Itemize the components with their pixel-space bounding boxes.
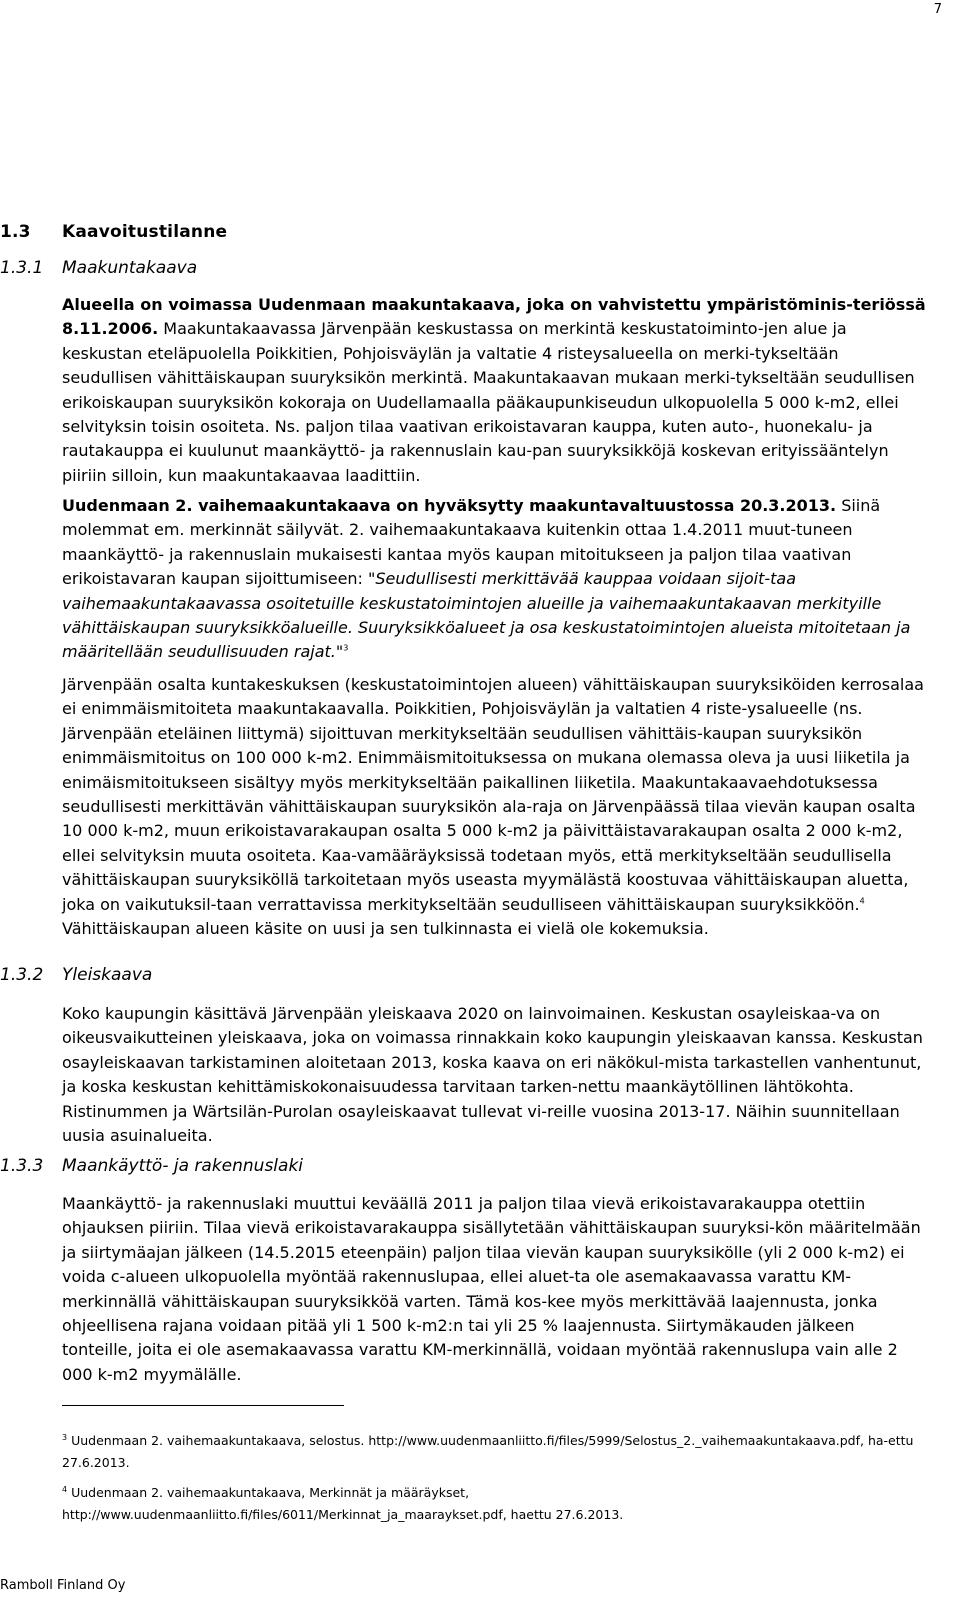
footnote-number: 3 (62, 1432, 68, 1442)
subsection-number: 1.3.2 (0, 965, 44, 985)
footnote-number: 4 (62, 1484, 68, 1494)
footnote-4 (62, 1482, 930, 1526)
footnote-text: Uudenmaan 2. vaihemaakuntakaava, Merkinnät ja määräykset, (71, 1485, 470, 1500)
paragraph-maakuntakaava-2 (62, 494, 930, 665)
page-number: 7 (933, 2, 942, 17)
subsection-heading-1-3-2 (0, 965, 152, 985)
paragraph-maakuntakaava-3 (62, 673, 930, 941)
subsection-number: 1.3.3 (0, 1156, 44, 1176)
footnote-3 (62, 1430, 930, 1474)
paragraph-text: Järvenpään osalta kuntakeskuksen (keskustatoimintojen alueen) vähittäiskaupan suuryksiköiden kerrosalaa ei enimmäismitoiteta maakuntakaavalla. Poikkitien, Pohjoisväylän ja valtatien 4 riste-ysalueelle (ns. Järvenpään eteläinen liittymä) sijoittuvan merkitykseltään seudullisen vähittäis-kaupan suuryksikön enimmäismitoitus on 100 000 k-m2. Enimmäismitoituksessa on mukana olemassa oleva ja uusi liiketila ja enimäismitoitukseen sisältyy myös merkitykseltään paikallinen liiketila. Maakuntakaavaehdotuksessa seudullisesti merkittävän vähittäiskaupan suuryksikön ala-raja on Järvenpäässä tilaa vievän kaupan osalta 10 000 k-m2, muun erikoistavarakaupan osalta 5 000 k-m2 ja päivittäistavarakaupan osalta 2 000 k-m2, ellei selvityksin muuta osoiteta. Kaa-vamääräyksissä todetaan myös, että merkitykseltään seudullisella vähittäiskaupan suuryksiköllä tarkoitetaan myös useasta myymälästä koostuvaa vähittäiskaupan aluetta, joka on vaikutuksil-taan verrattavissa merkitykseltään seudulliseen vähittäiskaupan suuryksikköön. (62, 675, 924, 914)
footnote-ref-4[interactable]: 4 (859, 896, 865, 906)
subsection-number: 1.3.1 (0, 258, 44, 278)
footnote-separator (62, 1405, 344, 1406)
section-title: Kaavoitustilanne (62, 222, 228, 242)
subsection-heading-1-3-3 (0, 1156, 303, 1176)
quoted-regulation: Seudullisesti merkittävää kauppaa voidaan sijoit-taa vaihemaakuntakaavassa osoitetuille keskustatoimintojen alueille ja vaihemaakuntakaavan merkityille vähittäiskaupan suuryksikköalueille. Suuryksikköalueet ja osa keskustatoimintojen alueista mitoitetaan ja määritellään seudullisuuden rajat. (62, 569, 911, 662)
paragraph-mrl: Maankäyttö- ja rakennuslaki muuttui keväällä 2011 ja paljon tilaa vievä erikoistavarakauppa otettiin ohjauksen piiriin. Tilaa vievä erikoistavarakauppa sisällytetään vähittäiskaupan suuryksi-kön määritelmään ja siirtymäajan jälkeen (14.5.2015 eteenpäin) paljon tilaa vievän kaupan suuryksikölle (yli 2 000 k-m2) ei voida c-alueen ulkopuolella myöntää rakennuslupaa, ellei aluet-ta ole asemakaavassa varattu KM-merkinnällä vähittäiskaupan suuryksikköä varten. Tämä kos-kee myös merkittävää laajennusta, jonka ohjeellisena rajana voidaan pitää yli 1 500 k-m2:n tai yli 25 % laajennusta. Siirtymäkauden jälkeen tonteille, joita ei ole asemakaavassa varattu KM-merkinnällä, voidaan myöntää rakennuslupa vain alle 2 000 k-m2 myymälälle. (62, 1194, 921, 1384)
paragraph-yleiskaava: Koko kaupungin käsittävä Järvenpään yleiskaava 2020 on lainvoimainen. Keskustan osayleiskaa-va on oikeusvaikutteinen yleiskaava, joka on voimassa rinnakkain koko kaupungin yleiskaavan kanssa. Keskustan osayleiskaavan tarkistaminen aloitetaan 2013, koska kaava on eri näkökul-mista tarkastellen vanhentunut, ja koska keskustan kehittämiskokonaisuudessa tarvitaan tarken-nettu maankäytöllinen lähtökohta. Ristinummen ja Wärtsilän-Purolan osayleiskaavat tullevat vi-reille vuosina 2013-17. Näihin suunnitellaan uusia asuinalueita. (62, 1004, 923, 1146)
subsection-title: Maakuntakaava (62, 258, 198, 278)
paragraph-text: Siinä molemmat em. merkinnät säilyvät. 2. vaihemaakuntakaava kuitenkin ottaa 1.4.2011 muut-tuneen maankäyttö- ja rakennuslain mukaisesti kantaa myös kaupan mitoitukseen ja paljon tilaa vaativan erikoistavaran kaupan sijoittumiseen: " (62, 496, 881, 589)
footer-company: Ramboll Finland Oy (0, 1578, 126, 1593)
footnote-ref-3[interactable]: 3 (343, 644, 349, 654)
footnote-link[interactable]: http://www.uudenmaanliitto.fi/files/6011/Merkinnat_ja_maaraykset.pdf, haettu 27.6.2013. (62, 1507, 624, 1522)
paragraph-text: Vähittäiskaupan alueen käsite on uusi ja sen tulkinnasta ei vielä ole kokemuksia. (62, 919, 709, 939)
paragraph-bold-lead: Alueella on voimassa Uudenmaan maakuntakaava, joka on vahvistettu ympäristöminis-teriössä 8.11.2006. (62, 295, 926, 339)
footnote-text: Uudenmaan 2. vaihemaakuntakaava, selostus. http://www.uudenmaanliitto.fi/files/5999/Selostus_2._vaihemaakuntakaava.pdf, ha-ettu 27.6.2013. (62, 1433, 914, 1470)
paragraph-text: Maakuntakaavassa Järvenpään keskustassa on merkintä keskustatoiminto-jen alue ja keskustan eteläpuolella Poikkitien, Pohjoisväylän ja valtatie 4 risteysalueella on merki-tykseltään seudullisen vähittäiskaupan suuryksikön merkintä. Maakuntakaavan mukaan merki-tykseltään seudullisen erikoiskaupan suuryksikön kokoraja on Uudellamaalla pääkaupunkiseudun ulkopuolella 5 000 k-m2, ellei selvityksin toisin osoiteta. Ns. paljon tilaa vaativan erikoistavaran kauppa, kuten auto-, huonekalu- ja rautakauppa ei kuulunut maankäyttö- ja rakennuslain kau-pan suuryksikköjä koskevan erityissääntelyn piiriin silloin, kun maakuntakaavaa laadittiin. (62, 319, 915, 485)
subsection-heading-1-3-1 (0, 258, 197, 278)
paragraph-bold-lead: Uudenmaan 2. vaihemaakuntakaava on hyväksytty maakuntavaltuustossa 20.3.2013. (62, 496, 837, 515)
subsection-title: Yleiskaava (62, 965, 153, 985)
subsection-title: Maankäyttö- ja rakennuslaki (62, 1156, 304, 1176)
paragraph-maakuntakaava-1 (62, 293, 930, 488)
quote-close: " (335, 642, 344, 662)
section-number: 1.3 (0, 222, 31, 242)
section-heading-1-3 (0, 222, 227, 242)
